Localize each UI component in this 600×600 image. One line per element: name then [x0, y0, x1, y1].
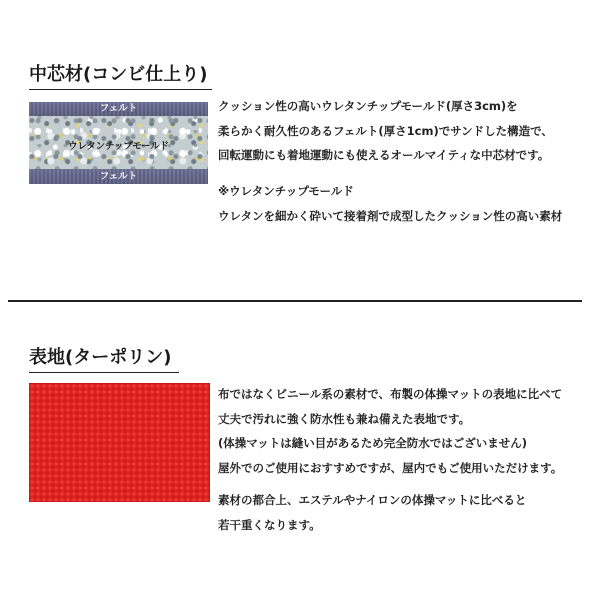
felt-top-layer: フェルト [29, 102, 208, 116]
urethane-chip-layer [29, 116, 208, 169]
surface-description-line: 丈夫で汚れに強く防水性も兼ね備えた表地です。 [218, 411, 471, 426]
urethane-chip-label: ウレタンチップモールド [68, 141, 169, 152]
core-note-line: ※ウレタンチップモールド [218, 184, 354, 198]
core-note-line: ウレタンを細かく砕いて接着剤で成型したクッション性の高い素材 [218, 208, 563, 223]
surface-description-line: 屋外でのご使用におすすめですが、屋内でもご使用いただけます。 [218, 460, 563, 475]
surface-material-heading: 表地(ターポリン) [29, 343, 179, 373]
tarpaulin-swatch [29, 383, 210, 502]
urethane-chip-note [218, 179, 562, 228]
core-description-line: 回転運動にも着地運動にも使えるオールマイティな中芯材です。 [218, 148, 550, 162]
core-material-heading: 中芯材(コンビ仕上り) [29, 60, 212, 90]
surface-description-line: (体操マットは縫い目があるため完全防水ではございません) [218, 436, 528, 450]
core-description-line: クッション性の高いウレタンチップモールド(厚さ3cm)を [218, 99, 518, 113]
core-material-diagram [29, 102, 208, 184]
felt-bottom-layer: フェルト [29, 169, 208, 184]
surface-note-line: 素材の都合上、エステルやナイロンの体操マットに比べると [218, 493, 527, 507]
surface-note-line: 若干重くなります。 [218, 517, 321, 532]
surface-material-description [218, 382, 562, 480]
core-description-line: 柔らかく耐久性のあるフェルト(厚さ1cm)でサンドした構造で、 [218, 123, 553, 138]
core-material-description [218, 94, 553, 168]
section-divider [8, 300, 582, 302]
surface-description-line: 布ではなくビニール系の素材で、布製の体操マットの表地に比べて [218, 387, 563, 401]
surface-weight-note [218, 488, 526, 537]
